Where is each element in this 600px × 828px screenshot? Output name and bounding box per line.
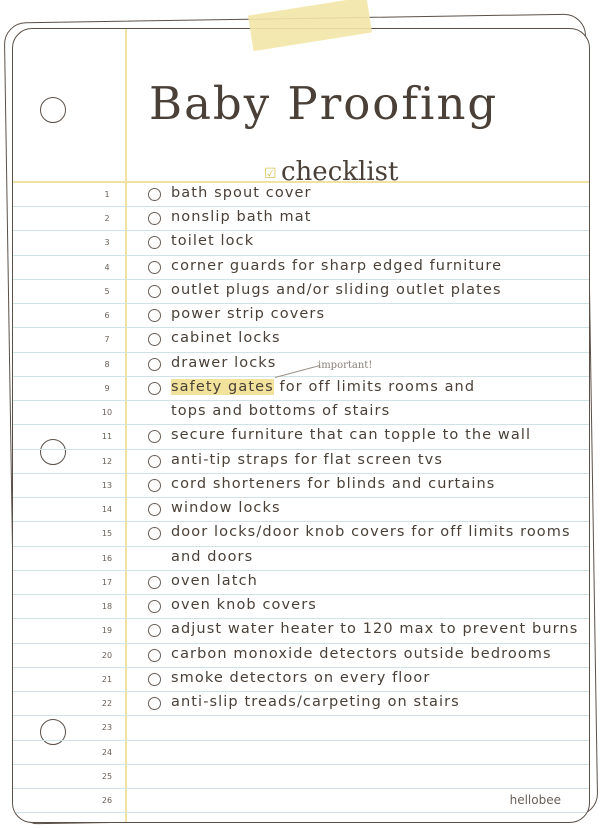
checklist-row (13, 571, 589, 595)
checkbox[interactable] (148, 624, 161, 637)
checkbox[interactable] (148, 333, 161, 346)
line-number: 20 (101, 650, 113, 660)
line-number: 13 (101, 480, 113, 490)
checkbox[interactable] (148, 236, 161, 249)
checklist-item-text (171, 306, 325, 322)
line-number: 19 (101, 626, 113, 636)
item-label: toilet lock (171, 233, 255, 250)
page-title: Baby Proofing (149, 77, 499, 130)
checklist-row (13, 522, 589, 546)
checklist-item-text (171, 185, 312, 201)
checkbox[interactable] (148, 479, 161, 492)
checklist-row (13, 716, 589, 740)
checklist-row (13, 692, 589, 716)
checklist-item-text (171, 355, 276, 371)
checklist-item-text (171, 282, 502, 298)
line-number: 25 (101, 771, 113, 781)
checklist-item-text (171, 403, 390, 419)
checkbox[interactable] (148, 212, 161, 225)
line-number: 12 (101, 456, 113, 466)
item-label: drawer locks (171, 354, 277, 371)
item-label: and doors (171, 548, 254, 565)
checklist-item-text (171, 500, 281, 516)
brand-logo: hellobee (509, 793, 561, 807)
important-note: important! (318, 360, 373, 371)
line-number: 21 (101, 674, 113, 684)
checklist-row (13, 644, 589, 668)
item-label: door locks/door knob covers for off limits rooms (171, 524, 571, 541)
line-number: 10 (101, 408, 113, 418)
item-label: oven latch (171, 572, 258, 589)
item-label: cord shorteners for blinds and curtains (171, 475, 496, 492)
checklist-row (13, 425, 589, 449)
checkbox[interactable] (148, 382, 161, 395)
line-number: 16 (101, 553, 113, 563)
checklist-item-text (171, 694, 460, 710)
checklist-item-text (171, 573, 258, 589)
line-number: 22 (101, 699, 113, 709)
checklist-row (13, 498, 589, 522)
checklist-row (13, 377, 589, 401)
checklist-row (13, 207, 589, 231)
checkmark-icon: ☑ (264, 166, 277, 182)
item-label: secure furniture that can topple to the wall (171, 427, 532, 444)
item-label: window locks (171, 500, 281, 517)
checklist-row (13, 619, 589, 643)
line-number: 23 (101, 723, 113, 733)
checklist-row (13, 765, 589, 789)
item-label: corner guards for sharp edged furniture (171, 257, 503, 274)
checkbox[interactable] (148, 430, 161, 443)
item-label: oven knob covers (171, 597, 317, 614)
highlighted-text: safety gates (171, 378, 274, 395)
checklist-row (13, 401, 589, 425)
item-label: outlet plugs and/or sliding outlet plates (171, 281, 502, 298)
checklist-item-text (171, 330, 281, 346)
checklist-item-text (171, 209, 312, 225)
binder-hole-icon (40, 97, 66, 123)
line-number: 18 (101, 602, 113, 612)
line-number: 24 (101, 747, 113, 757)
item-label: anti-tip straps for flat screen tvs (171, 451, 443, 468)
line-number: 17 (101, 577, 113, 587)
checkbox[interactable] (148, 697, 161, 710)
item-label: cabinet locks (171, 330, 281, 347)
checklist-item-text (171, 427, 531, 443)
line-number: 15 (101, 529, 113, 539)
checklist-sheet (12, 28, 590, 823)
line-number: 1 (104, 190, 110, 199)
line-number: 9 (104, 383, 110, 393)
item-label: power strip covers (171, 306, 326, 323)
checkbox[interactable] (148, 503, 161, 516)
item-label: for off limits rooms and (273, 378, 476, 395)
checklist-row (13, 280, 589, 304)
checklist-row (13, 474, 589, 498)
checkbox[interactable] (148, 576, 161, 589)
checklist-row (13, 328, 589, 352)
page-subtitle: checklist (281, 157, 399, 187)
line-number: 7 (104, 335, 110, 345)
checklist-row (13, 256, 589, 280)
checklist-item-text (171, 646, 552, 662)
checklist-row (13, 353, 589, 377)
item-label: smoke detectors on every floor (171, 669, 431, 686)
checkbox[interactable] (148, 455, 161, 468)
checklist-row (13, 231, 589, 255)
line-number: 5 (104, 286, 110, 296)
item-label: tops and bottoms of stairs (171, 403, 391, 420)
checkbox[interactable] (148, 649, 161, 662)
checklist-row (13, 547, 589, 571)
checkbox[interactable] (148, 309, 161, 322)
checkbox[interactable] (148, 261, 161, 274)
checkbox[interactable] (148, 600, 161, 613)
checklist-item-text (171, 597, 317, 613)
checklist-row (13, 595, 589, 619)
checklist-row (13, 304, 589, 328)
line-number: 3 (104, 238, 110, 248)
checklist-item-text (171, 621, 578, 637)
checklist-row (13, 741, 589, 765)
checklist-item-text (171, 476, 495, 492)
item-label: nonslip bath mat (171, 209, 312, 226)
checklist-item-text (171, 379, 475, 395)
checklist-row (13, 789, 589, 813)
checklist-row (13, 183, 589, 207)
line-number: 14 (101, 505, 113, 515)
checkbox[interactable] (148, 358, 161, 371)
line-number: 4 (104, 262, 110, 272)
checkbox[interactable] (148, 188, 161, 201)
line-number: 26 (101, 796, 113, 805)
checklist-item-text (171, 670, 430, 686)
line-number: 11 (101, 432, 113, 442)
line-number: 6 (104, 311, 110, 321)
checklist-item-text (171, 258, 502, 274)
checklist-item-text (171, 549, 253, 565)
checkbox[interactable] (148, 673, 161, 686)
checkbox[interactable] (148, 285, 161, 298)
checklist-item-text (171, 524, 571, 540)
checkbox[interactable] (148, 527, 161, 540)
checklist-row (13, 668, 589, 692)
checklist-item-text (171, 233, 254, 249)
item-label: bath spout cover (171, 185, 312, 201)
item-label: adjust water heater to 120 max to prevent burns (171, 621, 579, 638)
checklist-row (13, 450, 589, 474)
checklist-item-text (171, 452, 443, 468)
line-number: 2 (104, 214, 110, 224)
line-number: 8 (104, 359, 110, 369)
item-label: carbon monoxide detectors outside bedrooms (171, 645, 552, 662)
item-label: anti-slip treads/carpeting on stairs (171, 694, 460, 711)
